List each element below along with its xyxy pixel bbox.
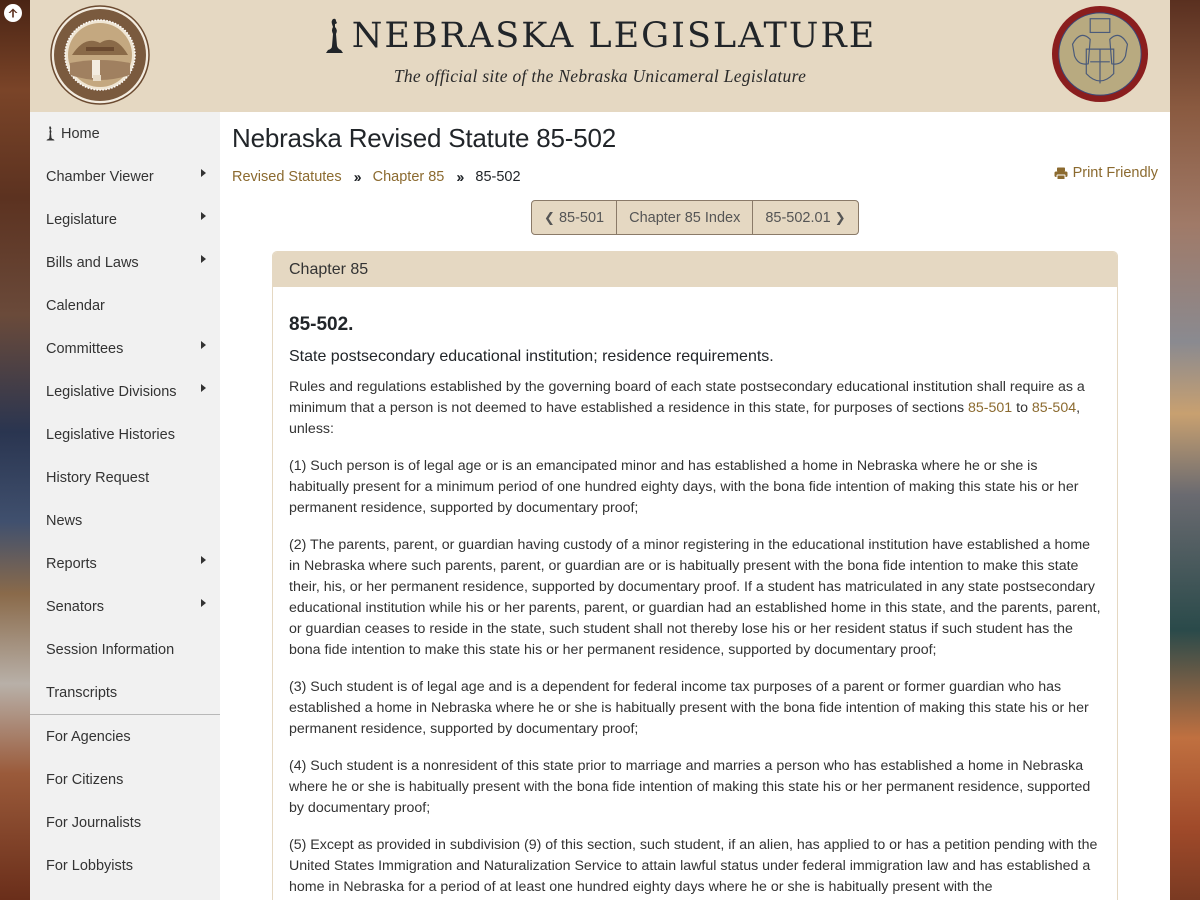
sidebar-item-history-request[interactable] <box>30 456 220 499</box>
sidebar-item-label: For Agencies <box>46 728 131 745</box>
section-link-85-501[interactable]: 85-501 <box>968 400 1013 416</box>
sidebar-item-label: Bills and Laws <box>46 254 139 271</box>
sidebar-item-label: Legislative Divisions <box>46 383 177 400</box>
sidebar-item-label: Calendar <box>46 297 105 314</box>
sidebar-item-label: Legislature <box>46 211 117 228</box>
statute-subsection-2: (2) The parents, parent, or guardian having custody of a minor registering in the educational institution have established a home in Nebraska where such parents, parent, or guardian are or is habitually present with the bona fide intention to make this state their, his, or her permanent residence, supported by documentary proof. If a student has matriculated in any state postsecondary educational institution while his or her parents, parent, or guardian had an established home in this state, and the parents, parent, or guardian ceases to reside in the state, such student shall not thereby lose his or her resident status if such student has the bona fide intention to make this state his or her permanent residence, supported by documentary proof; <box>289 537 1101 658</box>
sidebar-item-label: News <box>46 512 83 529</box>
sidebar-item-label: Session Information <box>46 641 175 658</box>
breadcrumb-revised-statutes[interactable]: Revised Statutes <box>232 169 342 185</box>
background-photo-right <box>1170 0 1200 900</box>
sidebar-item-senators[interactable] <box>30 585 220 628</box>
double-chevron-right-icon: ›› <box>353 168 360 186</box>
sidebar-item-chamber-viewer[interactable] <box>30 155 220 198</box>
print-friendly-label: Print Friendly <box>1072 165 1158 181</box>
background-photo-left <box>0 0 30 900</box>
sidebar-item-session-information[interactable] <box>30 628 220 671</box>
chevron-left-icon: ❮ <box>544 209 555 225</box>
sidebar-item-label: Senators <box>46 598 105 615</box>
chapter-index-label: Chapter 85 Index <box>629 209 741 226</box>
chevron-right-icon: ❯ <box>834 209 846 225</box>
section-title: State postsecondary educational institution; residence requirements. <box>289 348 774 365</box>
sidebar-item-label: Transcripts <box>46 684 118 701</box>
prev-statute-label: 85-501 <box>558 209 605 226</box>
sower-home-icon <box>46 126 55 141</box>
caret-right-icon <box>201 341 206 349</box>
card-body <box>273 287 1117 898</box>
site-title[interactable]: NEBRASKA LEGISLATURE <box>351 16 877 56</box>
sidebar-item-label: For Lobbyists <box>46 857 134 874</box>
sidebar-item-bills-and-laws[interactable] <box>30 241 220 284</box>
statute-subsection-1: (1) Such person is of legal age or is an emancipated minor and has established a home in Nebraska where he or she is habitually present for a minimum period of one hundred eighty days, with the bona fide intention of making this state his or her permanent residence, supported by documentary proof; <box>289 458 1079 516</box>
sidebar-item-legislative-histories[interactable] <box>30 413 220 456</box>
sidebar-item-calendar[interactable] <box>30 284 220 327</box>
scroll-to-top-button[interactable] <box>4 4 22 22</box>
statute-subsection-3: (3) Such student is of legal age and is a dependent for federal income tax purposes of a parent or former guardian who has established a home in Nebraska where he or she is habitually present with the bona fide intention of making this state his or her permanent residence, supported by documentary proof; <box>289 679 1089 737</box>
intro-text: Rules and regulations established by the governing board of each state postsecondary educational institution shall require as a minimum that a person is not deemed to have established a residence in this state, for purposes of sections <box>289 379 1085 416</box>
sidebar-item-committees[interactable] <box>30 327 220 370</box>
statute-intro <box>289 377 1101 440</box>
sidebar-item-label: Committees <box>46 340 124 357</box>
sidebar-nav <box>30 112 220 900</box>
section-number: 85-502. <box>289 314 354 335</box>
caret-right-icon <box>201 169 206 177</box>
sidebar-item-label: Legislative Histories <box>46 426 175 443</box>
sidebar-item-reports[interactable] <box>30 542 220 585</box>
site-subtitle: The official site of the Nebraska Unicameral Legislature <box>393 66 807 86</box>
prev-statute-button[interactable] <box>532 201 617 234</box>
print-friendly-link[interactable] <box>1054 165 1158 181</box>
site-header <box>30 0 1170 112</box>
statute-subsection-4: (4) Such student is a nonresident of this state prior to marriage and marries a person who has established a home in Nebraska where he or she is habitually present with the bona fide intention of making this state his or her permanent residence, supported by documentary proof; <box>289 758 1091 816</box>
sidebar-item-home[interactable] <box>30 112 220 155</box>
breadcrumb <box>232 167 1158 187</box>
sidebar-item-label: For Citizens <box>46 771 124 788</box>
sidebar-item-label: History Request <box>46 469 150 486</box>
sidebar-item-label: Chamber Viewer <box>46 168 154 185</box>
statute-subsection-5: (5) Except as provided in subdivision (9) of this section, such student, if an alien, has applied to or has a petition pending with the United States Immigration and Naturalization Service to attain lawful status under federal immigration law and has established a home in Nebraska for a period of at least one hundred eighty days where he or she is habitually present with the <box>289 837 1098 895</box>
sidebar-item-label: For Journalists <box>46 814 142 831</box>
site-brand <box>30 12 1170 87</box>
caret-right-icon <box>201 556 206 564</box>
sidebar-item-for-lobbyists[interactable] <box>30 844 220 887</box>
sidebar-item-legislature[interactable] <box>30 198 220 241</box>
card-header: Chapter 85 <box>273 252 1117 287</box>
statute-pager <box>531 200 859 235</box>
caret-right-icon <box>201 212 206 220</box>
statute-card <box>272 251 1118 900</box>
printer-icon <box>1054 167 1068 180</box>
page-title: Nebraska Revised Statute 85-502 <box>232 123 617 153</box>
intro-text: to <box>1012 400 1032 416</box>
caret-right-icon <box>201 384 206 392</box>
breadcrumb-chapter[interactable]: Chapter 85 <box>372 169 445 185</box>
sidebar-item-label: Home <box>61 125 100 142</box>
main-content <box>232 112 1158 895</box>
legislature-seal-icon[interactable] <box>1051 5 1149 103</box>
sidebar-item-for-journalists[interactable] <box>30 801 220 844</box>
capitol-sower-icon <box>324 18 346 54</box>
sidebar-item-for-citizens[interactable] <box>30 758 220 801</box>
caret-right-icon <box>201 255 206 263</box>
chapter-index-button[interactable] <box>617 201 753 234</box>
double-chevron-right-icon: ›› <box>456 168 463 186</box>
intro-text: , unless: <box>289 400 1081 437</box>
breadcrumb-current: 85-502 <box>475 169 521 185</box>
page-container <box>30 0 1170 900</box>
section-link-85-504[interactable]: 85-504 <box>1031 400 1077 416</box>
sidebar-item-label: Reports <box>46 555 97 572</box>
sidebar-item-news[interactable] <box>30 499 220 542</box>
arrow-up-icon <box>7 7 19 19</box>
sidebar-item-legislative-divisions[interactable] <box>30 370 220 413</box>
next-statute-label: 85-502.01 <box>765 209 831 226</box>
next-statute-button[interactable] <box>753 201 857 234</box>
sidebar-item-for-agencies[interactable] <box>30 715 220 758</box>
sidebar-item-transcripts[interactable] <box>30 671 220 714</box>
caret-right-icon <box>201 599 206 607</box>
